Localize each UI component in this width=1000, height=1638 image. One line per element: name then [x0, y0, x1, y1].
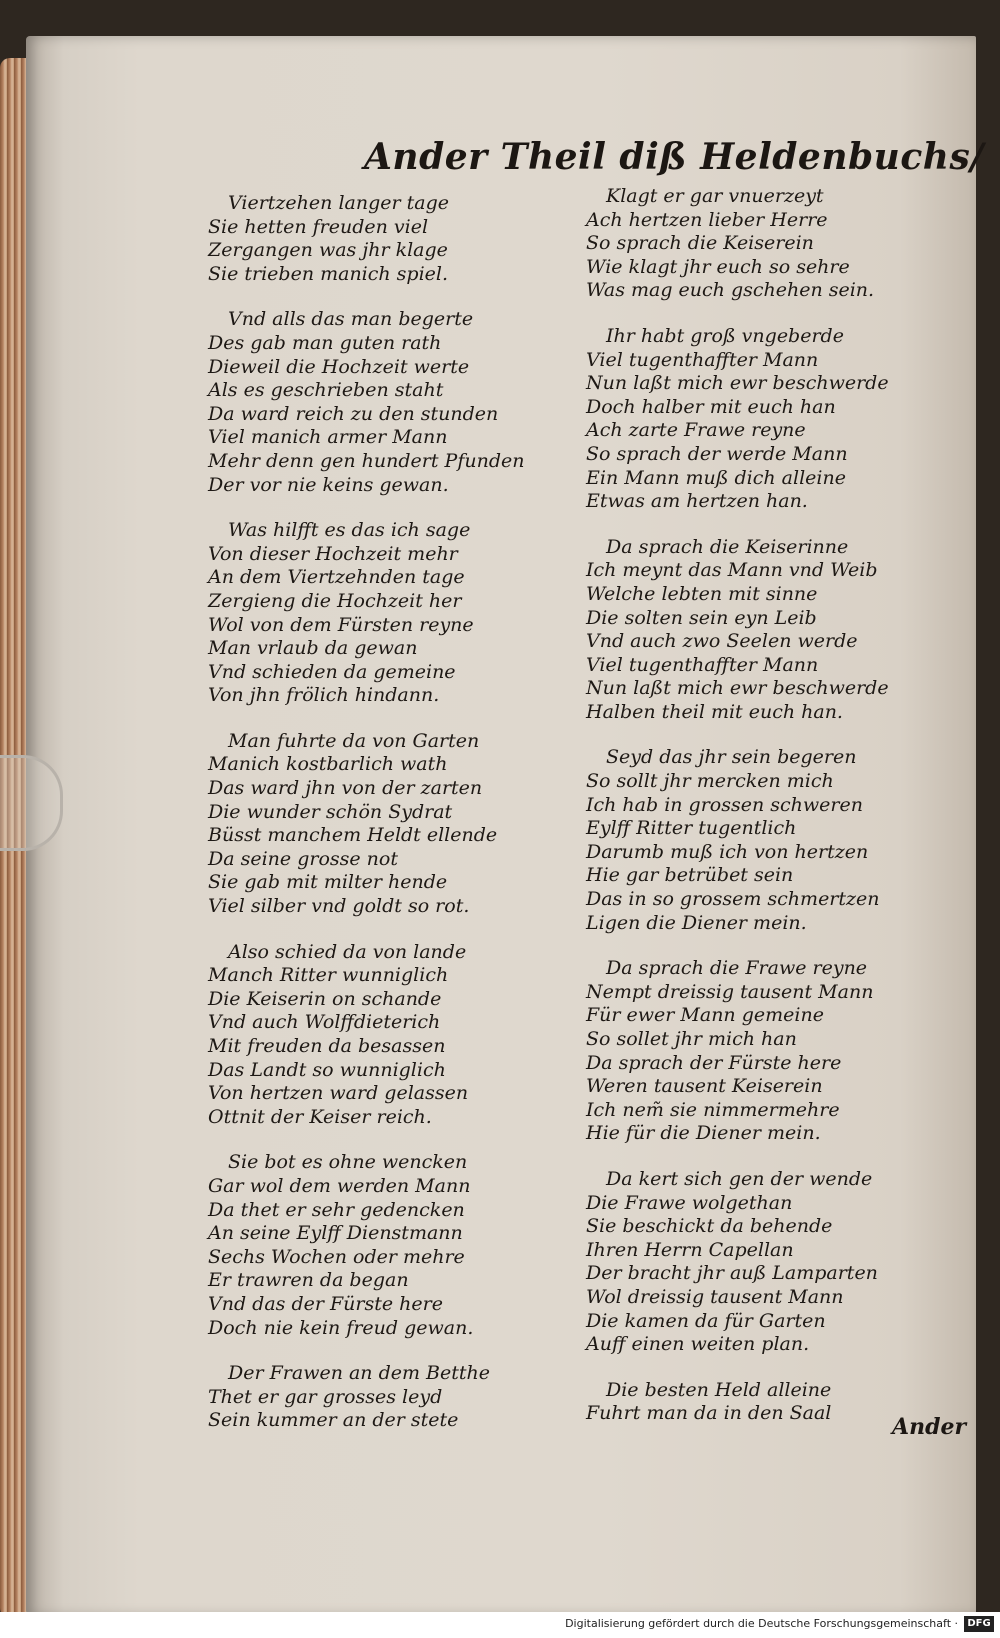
- right-column: [586, 185, 916, 1448]
- stanza: [208, 730, 578, 919]
- verse-line: Vnd alls das man begerte: [228, 308, 474, 331]
- verse-line: Viertzehen langer tage: [228, 192, 449, 214]
- verse-line: So sprach der werde Mann: [586, 442, 848, 465]
- verse-line: Wie klagt jhr euch so sehre: [586, 255, 850, 278]
- verse-line: Viel tugenthaffter Mann: [586, 348, 819, 371]
- verse-line: Büsst manchem Heldt ellende: [208, 824, 498, 847]
- stanza: [208, 941, 578, 1130]
- verse-line: Wol von dem Fürsten reyne: [208, 613, 474, 636]
- verse-line: Was mag euch gschehen sein.: [586, 279, 875, 302]
- verse-line: Da sprach die Frawe reyne: [606, 957, 868, 980]
- verse-line: Sechs Wochen oder mehre: [208, 1245, 465, 1268]
- verse-line: Viel manich armer Mann: [208, 426, 448, 449]
- stanza: [586, 1379, 916, 1426]
- verse-line: Nun laßt mich ewr beschwerde: [586, 372, 889, 395]
- verse-line: Vnd schieden da gemeine: [208, 660, 456, 683]
- verse-line: Der vor nie keins gewan.: [208, 473, 449, 496]
- verse-line: Da sprach die Keiserinne: [606, 535, 849, 558]
- verse-line: So sprach die Keiserein: [586, 232, 814, 255]
- verse-line: Als es geschrieben staht: [208, 379, 444, 402]
- left-column: [208, 192, 578, 1455]
- stanza: [208, 192, 578, 286]
- verse-line: Hie für die Diener mein.: [586, 1122, 821, 1145]
- stanza: [586, 536, 916, 725]
- book-page: [26, 36, 984, 1616]
- verse-line: Wol dreissig tausent Mann: [586, 1285, 844, 1308]
- verse-line: Der Frawen an dem Betthe: [228, 1362, 491, 1385]
- stanza: [208, 1362, 578, 1433]
- verse-line: Was hilfft es das ich sage: [228, 519, 471, 542]
- verse-line: Vnd auch zwo Seelen werde: [586, 630, 858, 653]
- verse-line: Das in so grossem schmertzen: [586, 888, 880, 911]
- verse-line: Nempt dreissig tausent Mann: [586, 980, 874, 1003]
- verse-line: An seine Eylff Dienstmann: [208, 1222, 463, 1245]
- verse-line: Manch Ritter wunniglich: [208, 964, 449, 987]
- verse-line: Man fuhrte da von Garten: [228, 729, 480, 752]
- verse-line: Mehr denn gen hundert Pfunden: [208, 449, 525, 472]
- verse-line: Weren tausent Keiserein: [586, 1075, 823, 1098]
- verse-line: Da seine grosse not: [208, 847, 398, 870]
- stanza: [586, 957, 916, 1146]
- verse-line: Ein Mann muß dich alleine: [586, 466, 846, 489]
- footer-text: Digitalisierung gefördert durch die Deutsche Forschungsgemeinschaft ·: [565, 1617, 958, 1630]
- verse-line: Viel silber vnd goldt so rot.: [208, 895, 470, 918]
- running-header: Ander Theil diß Heldenbuchs/: [364, 136, 984, 178]
- verse-line: Manich kostbarlich wath: [208, 753, 448, 776]
- verse-line: Viel tugenthaffter Mann: [586, 653, 819, 676]
- verse-line: Halben theil mit euch han.: [586, 700, 843, 723]
- verse-line: An dem Viertzehnden tage: [208, 566, 465, 589]
- verse-line: Sein kummer an der stete: [208, 1409, 459, 1432]
- verse-line: Zergangen was jhr klage: [208, 239, 448, 262]
- verse-line: Da ward reich zu den stunden: [208, 402, 499, 425]
- verse-line: Seyd das jhr sein begeren: [606, 746, 857, 769]
- verse-line: Vnd das der Fürste here: [208, 1292, 443, 1315]
- verse-line: Also schied da von lande: [228, 940, 467, 963]
- verse-line: Die Keiserin on schande: [208, 987, 442, 1010]
- verse-line: Das ward jhn von der zarten: [208, 777, 483, 800]
- verse-line: Doch halber mit euch han: [586, 395, 836, 418]
- verse-line: Darumb muß ich von hertzen: [586, 840, 869, 863]
- page-clip: [0, 755, 63, 851]
- stanza: [586, 746, 916, 935]
- verse-line: So sollet jhr mich han: [586, 1028, 797, 1050]
- verse-line: Doch nie kein freud gewan.: [208, 1316, 474, 1339]
- verse-line: Vnd auch Wolffdieterich: [208, 1011, 441, 1034]
- verse-line: Ach hertzen lieber Herre: [586, 208, 828, 231]
- verse-line: Eylff Ritter tugentlich: [586, 817, 797, 840]
- verse-line: Der bracht jhr auß Lamparten: [586, 1262, 878, 1285]
- stanza: [208, 308, 578, 497]
- verse-line: Sie hetten freuden viel: [208, 215, 429, 238]
- verse-line: Man vrlaub da gewan: [208, 637, 418, 660]
- verse-line: Da sprach der Fürste here: [586, 1051, 842, 1074]
- stanza: [586, 1168, 916, 1357]
- verse-line: Von jhn frölich hindann.: [208, 684, 440, 707]
- verse-line: Da kert sich gen der wende: [606, 1167, 873, 1190]
- stanza: [208, 1151, 578, 1340]
- catchword: Ander: [892, 1414, 967, 1440]
- verse-line: Die besten Held alleine: [606, 1378, 832, 1401]
- verse-line: Von hertzen ward gelassen: [208, 1082, 469, 1105]
- verse-line: Sie trieben manich spiel.: [208, 262, 449, 285]
- verse-line: Zergieng die Hochzeit her: [208, 589, 462, 612]
- verse-line: Auff einen weiten plan.: [586, 1333, 810, 1356]
- verse-line: Die kamen da für Garten: [586, 1309, 826, 1332]
- verse-line: Thet er gar grosses leyd: [208, 1385, 443, 1408]
- verse-line: Das Landt so wunniglich: [208, 1058, 446, 1081]
- footer-bar: [0, 1612, 1000, 1638]
- verse-line: Ach zarte Frawe reyne: [586, 419, 806, 442]
- verse-line: Dieweil die Hochzeit werte: [208, 355, 470, 378]
- stanza: [208, 519, 578, 708]
- stanza: [586, 325, 916, 514]
- verse-line: Des gab man guten rath: [208, 331, 442, 354]
- verse-line: Von dieser Hochzeit mehr: [208, 542, 458, 565]
- verse-line: Ihr habt groß vngeberde: [606, 324, 844, 347]
- verse-line: Ich nem̃ sie nimmermehre: [586, 1098, 840, 1121]
- verse-line: Nun laßt mich ewr beschwerde: [586, 677, 889, 700]
- verse-line: Die wunder schön Sydrat: [208, 800, 453, 823]
- verse-line: Gar wol dem werden Mann: [208, 1174, 471, 1197]
- stanza: [586, 185, 916, 303]
- verse-line: Welche lebten mit sinne: [586, 582, 818, 605]
- verse-line: So sollt jhr mercken mich: [586, 770, 834, 793]
- verse-line: Etwas am hertzen han.: [586, 490, 808, 513]
- bleed-through-text: [64, 156, 194, 1406]
- verse-line: Da thet er sehr gedencken: [208, 1198, 465, 1221]
- verse-line: Ich hab in grossen schweren: [586, 793, 863, 816]
- verse-line: Mit freuden da besassen: [208, 1035, 446, 1057]
- verse-line: Sie beschickt da behende: [586, 1215, 833, 1238]
- verse-line: Für ewer Mann gemeine: [586, 1004, 824, 1027]
- verse-line: Ich meynt das Mann vnd Weib: [586, 559, 878, 582]
- verse-line: Ligen die Diener mein.: [586, 911, 807, 934]
- verse-line: Sie gab mit milter hende: [208, 871, 448, 894]
- dfg-logo-icon: DFG: [964, 1616, 994, 1632]
- verse-line: Die Frawe wolgethan: [586, 1191, 793, 1214]
- verse-line: Ihren Herrn Capellan: [586, 1238, 794, 1261]
- verse-line: Fuhrt man da in den Saal: [586, 1402, 832, 1425]
- verse-line: Er trawren da began: [208, 1269, 409, 1292]
- verse-line: Die solten sein eyn Leib: [586, 606, 817, 629]
- verse-line: Hie gar betrübet sein: [586, 864, 794, 887]
- verse-line: Sie bot es ohne wencken: [228, 1151, 468, 1174]
- verse-line: Ottnit der Keiser reich.: [208, 1105, 432, 1128]
- verse-line: Klagt er gar vnuerzeyt: [606, 185, 824, 207]
